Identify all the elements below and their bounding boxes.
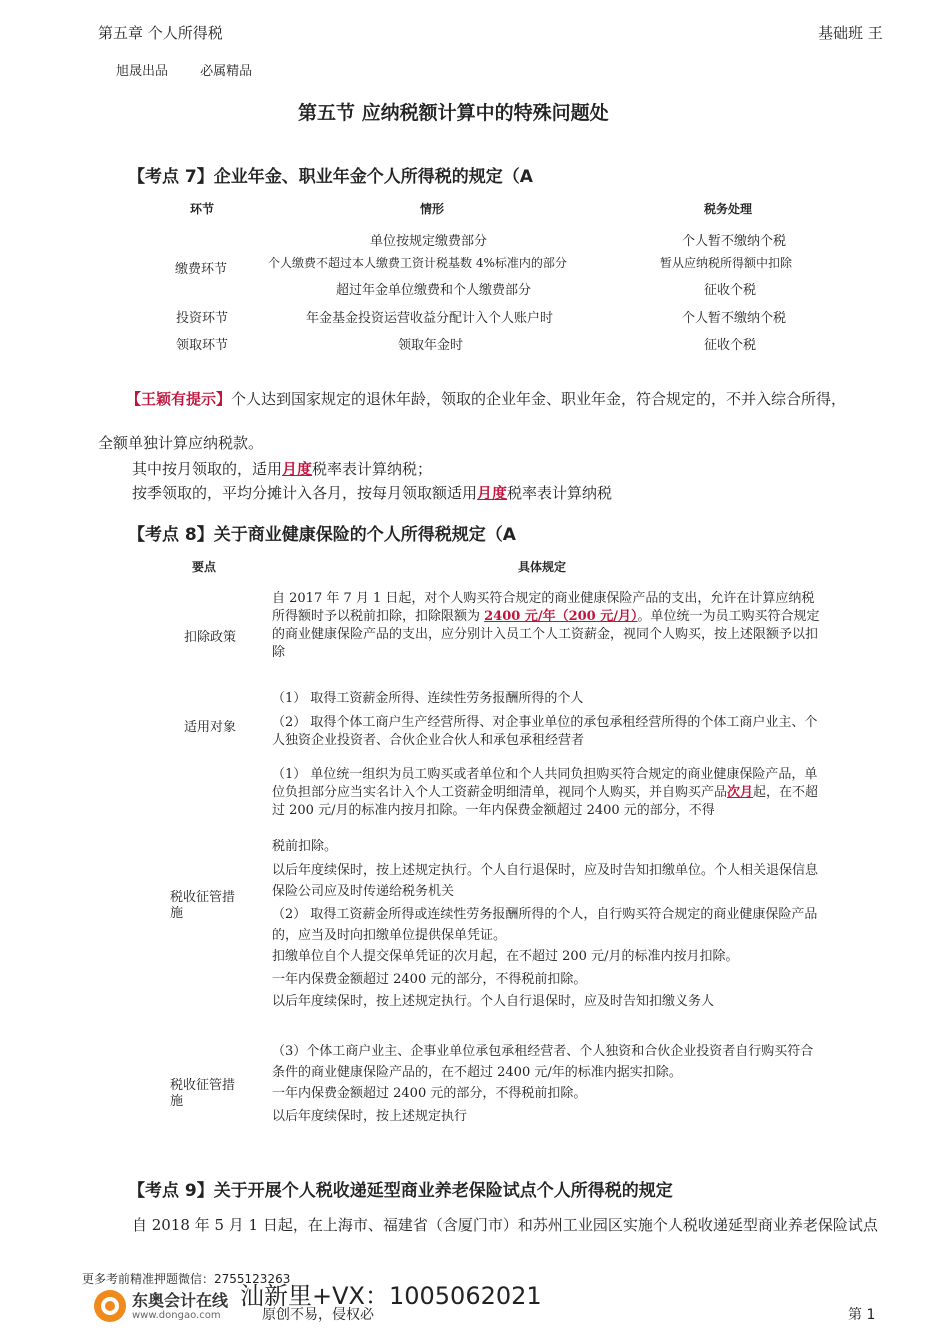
row-label: 适用对象 bbox=[184, 720, 237, 735]
brand-line bbox=[116, 60, 280, 79]
table-cell: 征收个税 bbox=[704, 283, 757, 298]
table-cell: 个人暂不缴纳个税 bbox=[682, 311, 787, 326]
table-cell: 单位按规定缴费部分 bbox=[370, 234, 488, 249]
running-header-right: 基础班 王 bbox=[818, 24, 883, 42]
admin-text: 扣缴单位自个人提交保单凭证的次月起，在不超过 200 元/月的标准内按月扣除。 bbox=[272, 949, 739, 964]
tip-text: 个人达到国家规定的退休年龄，领取的企业年金、职业年金，符合规定的，不并入综合所得， bbox=[231, 390, 847, 408]
tip-line: 按季领取的，平均分摊计入各月，按每月领取额适用月度税率表计算纳税 bbox=[132, 484, 613, 502]
highlight-text: 次月 bbox=[727, 785, 754, 800]
tip-line bbox=[126, 388, 896, 410]
tip-label: 【王颖有提示】 bbox=[126, 390, 232, 408]
table-cell-stage: 投资环节 bbox=[176, 311, 229, 326]
brand-item: 旭晟出品 bbox=[116, 64, 169, 79]
deduction-limit: 2400 元/年（200 元/月） bbox=[484, 609, 638, 624]
brand-item: 必属精品 bbox=[200, 64, 253, 79]
row-label: 税收征管措施 bbox=[170, 890, 236, 921]
highlight-text: 月度 bbox=[282, 460, 313, 478]
table-header-stage: 环节 bbox=[190, 202, 215, 216]
table-header-point: 要点 bbox=[192, 560, 217, 574]
tip-line: 其中按月领取的，适用月度税率表计算纳税； bbox=[132, 460, 433, 478]
table-cell: 个人缴费不超过本人缴费工资计税基数 4%标准内的部分 bbox=[268, 256, 567, 270]
table-cell: 暂从应纳税所得额中扣除 bbox=[660, 256, 793, 270]
table-header-rule: 具体规定 bbox=[518, 560, 567, 574]
page-number: 第 1 bbox=[848, 1307, 876, 1323]
logo-url: www.dongao.com bbox=[132, 1310, 221, 1321]
kp8-title: 【考点 8】关于商业健康保险的个人所得税规定（A bbox=[128, 525, 516, 545]
admin-text: （2） 取得工资薪金所得或连续性劳务报酬所得的个人，自行购买符合规定的商业健康保险产品的，应当及时向扣缴单位提供保单凭证。 bbox=[272, 907, 818, 943]
admin-text: 以后年度续保时，按上述规定执行。个人自行退保时，应及时告知扣缴单位。个人相关退保信息保险公司应及时传递给税务机关 bbox=[272, 863, 819, 899]
table-cell-stage: 缴费环节 bbox=[175, 262, 228, 277]
table-header-treatment: 税务处理 bbox=[704, 202, 753, 216]
logo-text: 东奥会计在线 bbox=[132, 1291, 229, 1310]
table-cell: 征收个税 bbox=[704, 338, 757, 353]
table-cell: 超过年金单位缴费和个人缴费部分 bbox=[336, 283, 532, 298]
kp9-title: 【考点 9】关于开展个人税收递延型商业养老保险试点个人所得税的规定 bbox=[128, 1181, 673, 1201]
table-cell: 个人暂不缴纳个税 bbox=[682, 234, 787, 249]
table-header-situation: 情形 bbox=[420, 202, 445, 216]
admin-text: 一年内保费金额超过 2400 元的部分，不得税前扣除。 bbox=[272, 972, 587, 987]
table-cell: 年金基金投资运营收益分配计入个人账户时 bbox=[306, 311, 554, 326]
table-cell-stage: 领取环节 bbox=[176, 338, 229, 353]
footer-note: 原创不易，侵权必 bbox=[262, 1307, 374, 1323]
scope-item: （1） 取得工资薪金所得、连续性劳务报酬所得的个人 bbox=[272, 691, 584, 706]
admin-text: （3）个体工商户业主、企事业单位承包承租经营者、个人独资和合伙企业投资者自行购买符合条件的商业健康保险产品的，在不超过 2400 元/年的标准内据实扣除。 bbox=[272, 1044, 814, 1080]
tip-line: 全额单独计算应纳税款。 bbox=[98, 434, 264, 452]
contact-overlay: 汕新里+VX：1005062021 bbox=[240, 1282, 542, 1310]
dongao-logo bbox=[92, 1284, 242, 1328]
table-cell: 领取年金时 bbox=[398, 338, 464, 353]
admin-text: 以后年度续保时，按上述规定执行。个人自行退保时，应及时告知扣缴义务人 bbox=[272, 994, 715, 1009]
admin-text: （1） 单位统一组织为员工购买或者单位和个人共同负担购买符合规定的商业健康保险产品，单位负担部分应当实名计入个人工资薪金明细清单，视同个人购买，并自购买产品次月起，在不超过 200 元/月的标准内按月扣除。一年内保费金额超过 2400 元的部分，不得 bbox=[272, 767, 819, 818]
row-label: 税收征管措施 bbox=[170, 1078, 236, 1109]
admin-text: 以后年度续保时，按上述规定执行 bbox=[272, 1109, 468, 1124]
kp7-title: 【考点 7】企业年金、职业年金个人所得税的规定（A bbox=[128, 167, 533, 187]
row-label: 扣除政策 bbox=[184, 630, 237, 645]
admin-text: 一年内保费金额超过 2400 元的部分，不得税前扣除。 bbox=[272, 1086, 587, 1101]
deduction-text: 自 2017 年 7 月 1 日起，对个人购买符合规定的商业健康保险产品的支出，允许在计算应纳税所得额时予以税前扣除，扣除限额为 2400 元/年（200 元/月）。单位统一为员工购买符合规定的商业健康保险产品的支出，应分别计入员工个人工资薪金，视同个人购买，按上述限额予以扣除 bbox=[272, 591, 820, 660]
footer-ad: 更多考前精准押题微信：2755123263 bbox=[82, 1272, 291, 1286]
scope-item: （2） 取得个体工商户生产经营所得、对企事业单位的承包承租经营所得的个体工商户业主、个人独资企业投资者、合伙企业合伙人和承包承租经营者 bbox=[272, 715, 818, 748]
tip-block bbox=[126, 388, 896, 410]
admin-text: 税前扣除。 bbox=[272, 839, 338, 854]
kp9-body: 自 2018 年 5 月 1 日起，在上海市、福建省（含厦门市）和苏州工业园区实施个人税收递延型商业养老保险试点 bbox=[132, 1216, 878, 1234]
section-title: 第五节 应纳税额计算中的特殊问题处 bbox=[298, 102, 609, 124]
running-header-left: 第五章 个人所得税 bbox=[98, 24, 223, 42]
logo-mark-icon bbox=[92, 1288, 128, 1324]
